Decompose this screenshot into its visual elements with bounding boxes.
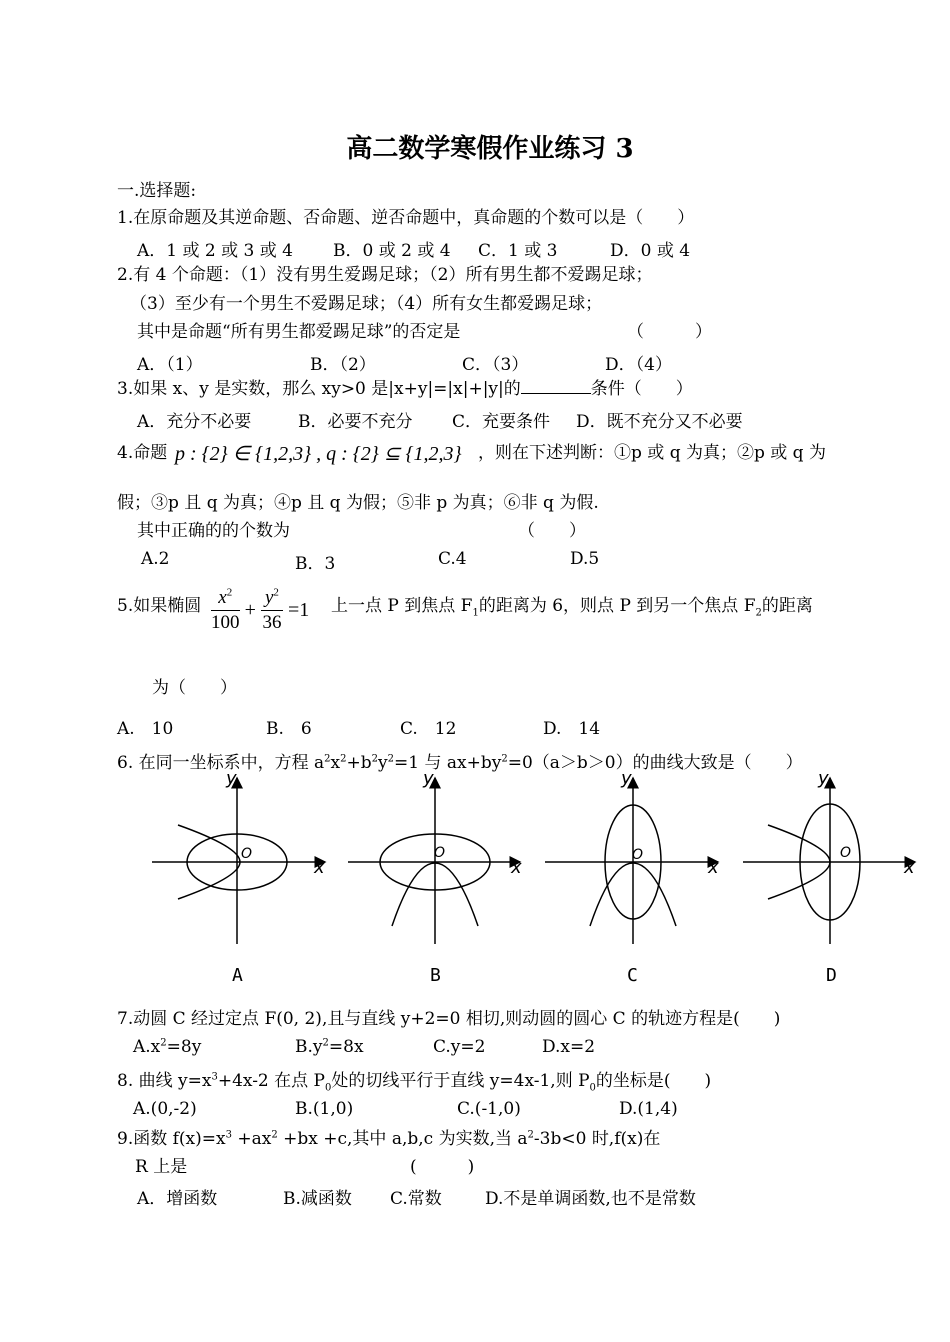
q3-option-b: B．必要不充分 (298, 412, 413, 432)
q8-option-c: C.(-1,0) (457, 1099, 521, 1119)
q9-option-a: A．增函数 (137, 1189, 218, 1209)
q3-blank (521, 393, 591, 394)
q1-option-b: B．0 或 2 或 4 (333, 241, 451, 261)
q1-stem: 1.在原命题及其逆命题、否命题、逆否命题中，真命题的个数可以是（ ） (117, 208, 695, 228)
graph-b (348, 778, 520, 944)
q4-line3: 其中正确的的个数为 (137, 521, 290, 541)
q9-stem: 9.函数 $f(x)=x^3 +ax^2 +bx +c$,其中 a,b,c 为实数,当 $a^2-3b<0$ 时,f(x)在 (117, 1129, 661, 1149)
q2-option-b: B．（2） (310, 355, 376, 375)
q3-stem-a: 3.如果 x、y 是实数，那么 xy>0 是|x+y|=|x|+|y|的 (117, 379, 521, 399)
graph-c-x-label: x (708, 857, 719, 878)
q2-option-c: C．（3） (462, 355, 529, 375)
q3-option-c: C．充要条件 (452, 412, 551, 432)
q3-stem-b: 条件（ ） (590, 379, 693, 399)
q4-label: 4.命题 (117, 443, 168, 463)
q4-option-a: A.2 (141, 549, 170, 569)
q9-line2: R 上是 (135, 1157, 188, 1177)
q4-math: p : {2} ∈ {1,2,3} , q : {2} ⊆ {1,2,3} (175, 443, 462, 465)
graph-b-x-label: x (511, 857, 522, 878)
q4-answer-paren: （ ） (518, 521, 586, 541)
q3-option-a: A．充分不必要 (137, 412, 252, 432)
q5-x-num: x (218, 587, 227, 608)
q5-option-d: D. 14 (543, 719, 601, 739)
q7-option-a: $A.x^2=8y$ (133, 1037, 202, 1057)
q5-line2: 为（ ） (152, 678, 237, 698)
q5-option-c: C. 12 (400, 719, 457, 739)
q3-stem (117, 378, 693, 400)
q7-option-c: C.y=2 (433, 1037, 486, 1057)
q1-option-d: D．0 或 4 (610, 241, 691, 261)
q6-stem: 6. 在同一坐标系中，方程 $a^2x^2+b^2y^2=1$ 与 $ax+by^2=0(a>b>0)$的曲线大致是（ ） (117, 753, 803, 773)
q8-option-a: A.(0,-2) (133, 1099, 197, 1119)
q2-line3: 其中是命题“所有男生都爱踢足球”的否定是 (137, 322, 461, 342)
q1-option-a: A．1 或 2 或 3 或 4 (137, 241, 293, 261)
graph-b-origin: O (434, 845, 446, 861)
q7-stem: 7.动圆 C 经过定点 F(0, 2),且与直线 y+2=0 相切,则动圆的圆心 C 的轨迹方程是( ) (117, 1009, 781, 1029)
q5-fraction-x: $\frac{x^2}{100}$ (211, 586, 240, 633)
graph-d (743, 778, 915, 944)
q5-option-b: B. 6 (266, 719, 312, 739)
q4-line2: 假；③p 且 q 为真；④p 且 q 为假；⑤非 p 为真；⑥非 q 为假. (117, 493, 599, 513)
graph-a-y-label: y (226, 768, 237, 789)
graph-a (152, 778, 325, 944)
q8-option-b: B.(1,0) (295, 1099, 354, 1119)
page-title: 高二数学寒假作业练习 3 (346, 134, 634, 164)
graph-a-origin: O (241, 846, 253, 862)
graph-c-y-label: y (621, 768, 632, 789)
q5-option-a: A. 10 (117, 719, 174, 739)
q3-option-d: D．既不充分又不必要 (576, 412, 743, 432)
q2-option-d: D．（4） (605, 355, 672, 375)
q5-label: 5.如果椭圆 (117, 596, 202, 616)
q5-equals: =1 (288, 599, 310, 621)
q5-fraction-y: $\frac{y^2}{36}$ (262, 586, 282, 633)
q8-option-d: D.(1,4) (619, 1099, 678, 1119)
graph-d-caption: D (826, 965, 837, 986)
q7-option-b: $B.y^2=8x$ (295, 1037, 364, 1057)
q6-graphs (140, 770, 930, 1000)
q4-option-c: C.4 (438, 549, 467, 569)
q2-answer-paren: （ ） (627, 322, 712, 342)
q1-option-c: C．1 或 3 (478, 241, 558, 261)
section-heading: 一.选择题: (117, 181, 197, 201)
q4-option-d: D.5 (570, 549, 600, 569)
graph-b-y-label: y (423, 768, 434, 789)
q5-y-num: y (264, 587, 274, 608)
q7-option-d: D.x=2 (542, 1037, 596, 1057)
q5-y-den: 36 (262, 612, 282, 633)
q5-ellipse-equation: $\frac{x^2}{100}$ + $\frac{y^2}{36}$ =1 (211, 586, 310, 633)
graph-a-x-label: x (314, 857, 325, 878)
graph-c-origin: O (632, 847, 644, 863)
q8-stem: 8. 曲线 $y=x^3+4x-2$ 在点 $P_0$处的切线平行于直线 y=4x-1,则 $P_0$的坐标是( ) (117, 1071, 712, 1094)
graph-a-caption: A (232, 965, 243, 986)
graph-b-caption: B (430, 965, 441, 986)
q9-option-c: C.常数 (390, 1189, 442, 1209)
graph-d-origin: O (840, 845, 852, 861)
q2-stem: 2.有 4 个命题：（1）没有男生爱踢足球；（2）所有男生都不爱踢足球； (117, 265, 653, 285)
q2-option-a: A．（1） (137, 355, 203, 375)
graph-d-x-label: x (904, 857, 915, 878)
q9-option-b: B.减函数 (283, 1189, 352, 1209)
graph-c-caption: C (627, 965, 638, 986)
q9-answer-paren: ( ) (410, 1157, 475, 1177)
q9-option-d: D.不是单调函数,也不是常数 (485, 1189, 696, 1209)
q5-tail: 上一点 P 到焦点 $F_1$的距离为 6，则点 P 到另一个焦点 $F_2$的距离 (331, 596, 813, 619)
q4-option-b: B．3 (295, 554, 336, 574)
graph-d-y-label: y (818, 768, 829, 789)
q2-line2: （3）至少有一个男生不爱踢足球；（4）所有女生都爱踢足球； (130, 294, 603, 314)
q5-x-den: 100 (211, 612, 240, 633)
q4-tail: ，则在下述判断：①p 或 q 为真；②p 或 q 为 (478, 443, 826, 463)
